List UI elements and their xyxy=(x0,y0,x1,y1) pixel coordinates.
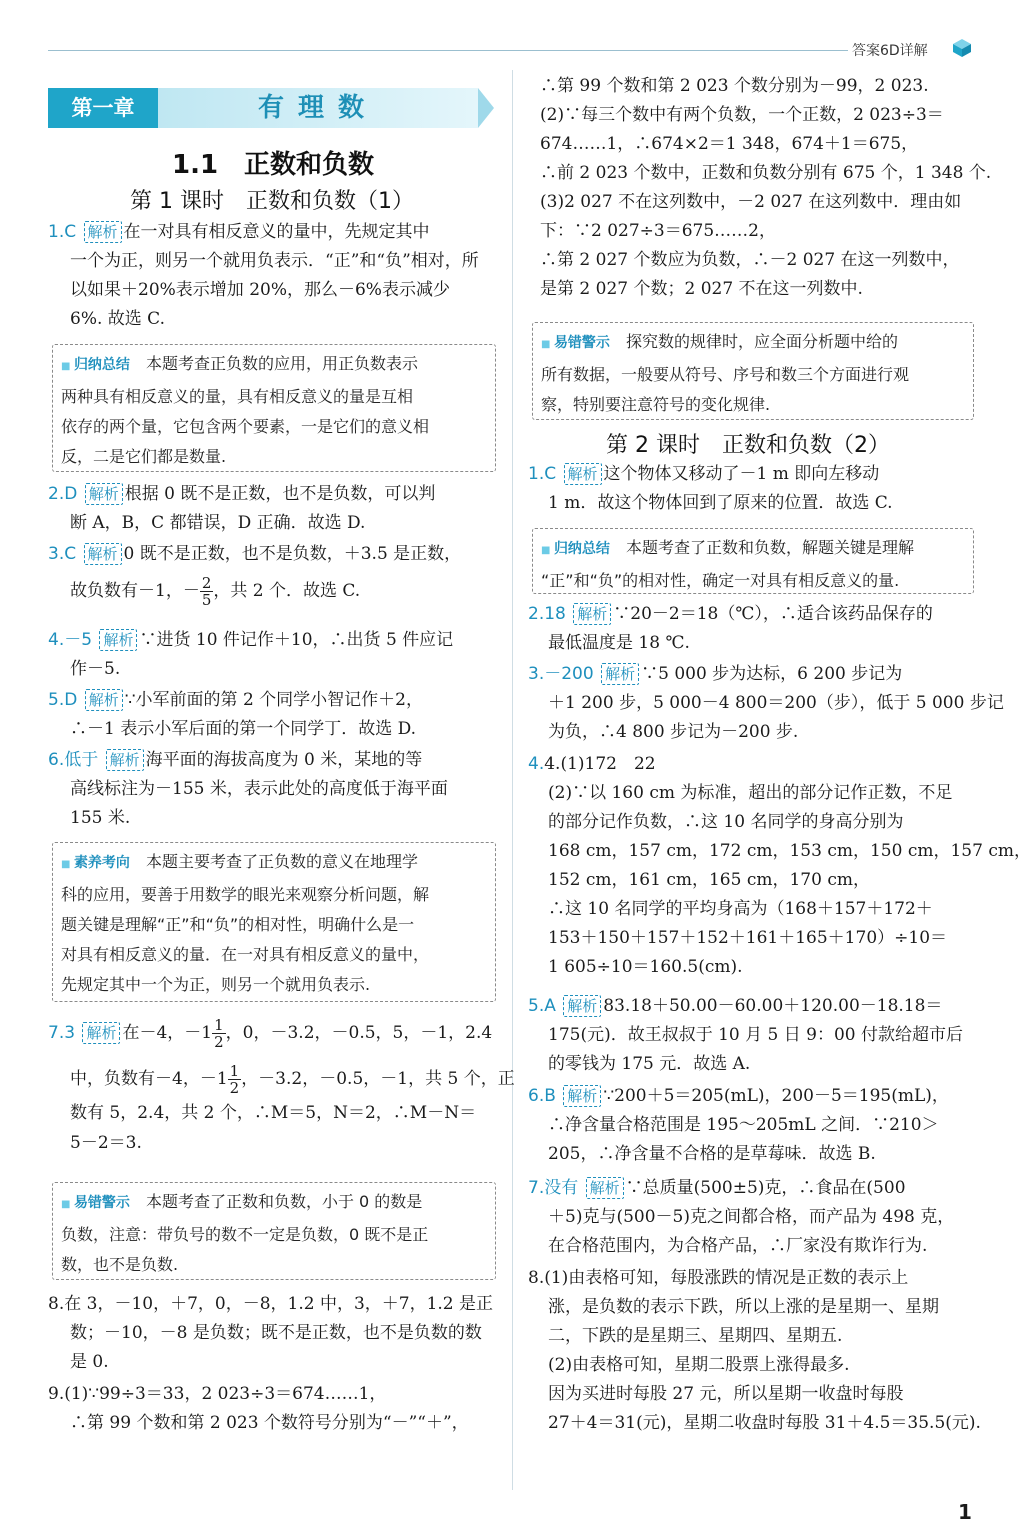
banner-arrow xyxy=(478,88,494,128)
top-rule xyxy=(48,50,848,51)
header-label: 答案6D详解 xyxy=(852,43,928,59)
answer-9-continued: ∴第 99 个数和第 2 023 个数分别为－99，2 023. (2)∵每三个数中有两个负数，一个正数，2 023÷3＝ 674……1，∴674×2＝1 348，674＋1＝675， ∴前 2 023 个数中，正数和负数分别有 675 个，1 348 个. (3)2 027 不在这列数中，－2 027 在这列数中．理由如 下：∵2 027÷3＝675……2， ∴第 2 027 个数应为负数，∴－2 027 在这一列数中， 是第 2 027 个数；2 027 不在这一列数中. xyxy=(540,76,992,299)
cube-icon xyxy=(952,38,972,58)
answer-9: 9.(1)∵99÷3＝33，2 023÷3＝674……1， ∴第 99 个数和第 2 023 个数符号分别为“－”“＋”， xyxy=(48,1384,469,1433)
lesson2-answer-5: 5.A 解析 83.18＋50.00－60.00＋120.00－18.18＝ 175(元)．故王叔叔于 10 月 5 日 9：00 付款给超市后 的零钱为 175 元．故选 A. xyxy=(528,996,964,1074)
lesson2-answer-8: 8.(1)由表格可知，每股涨跌的情况是正数的表示上 涨，是负数的表示下跌，所以上涨的是星期一、星期 二，下跌的是星期三、星期四、星期五. (2)由表格可知，星期二股票上涨得最多. 因为买进时每股 27 元，所以星期一收盘时每股 27＋4＝31(元)，星期二收盘时每股 31＋4.5＝35.5(元). xyxy=(528,1268,981,1433)
fraction: $\frac{2}{5}$ xyxy=(201,574,212,609)
lesson2-answer-3: 3.－200 解析 ∵5 000 步为达标，6 200 步记为 ＋1 200 步，5 000－4 800＝200（步），低于 5 000 步记 为负，∴4 800 步记为－200 步. xyxy=(528,664,1004,742)
lesson2-answer-2: 2.18 解析 ∵20－2＝18（℃），∴适合该药品保存的 最低温度是 18 ℃. xyxy=(528,604,933,653)
note-literacy: ■ 素养考向 本题主要考查了正负数的意义在地理学 科的应用，要善于用数学的眼光来观察分析问题，解 题关键是理解“正”和“负”的相对性，明确什么是一 对具有相反意义的量．在一对具有相反意义的量中， 先规定其中一个为正，则另一个就用负表示. xyxy=(52,842,496,1002)
answer-8: 8.在 3，－10，＋7，0，－8，1.2 中，3，＋7，1.2 是正 数；－10，－8 是负数；既不是正数，也不是负数的数 是 0. xyxy=(48,1294,494,1372)
column-divider xyxy=(512,70,513,1490)
note-summary-1: ■ 归纳总结 本题考查正负数的应用，用正负数表示 两种具有相反意义的量，具有相反意义的量是互相 依存的两个量，它包含两个要素，一是它们的意义相 反，二是它们都是数量. xyxy=(52,344,496,472)
chapter-title: 有理数 xyxy=(158,88,478,128)
section-title: 1.1 正数和负数 xyxy=(172,150,375,180)
lesson2-answer-7: 7.没有 解析 ∵总质量(500±5)克，∴食品在(500 ＋5)克与(500－5)克之间都合格，而产品为 498 克， 在合格范围内，为合格产品，∴厂家没有欺诈行为. xyxy=(528,1178,955,1256)
answer-6: 6.低于 解析 海平面的海拔高度为 0 米，某地的等 高线标注为－155 米，表示此处的高度低于海平面 155 米. xyxy=(48,750,448,828)
chapter-label: 第一章 xyxy=(48,88,158,128)
answer-7: 7.3 解析 在－4，－1 $\frac{1}{2}$ ，0，－3.2，－0.5，5，－1，2.4 中，负数有－4，－1 $\frac{1}{2}$ ，－3.2，－0.5，－1，共 5 个，正 数有 5，2.4，共 2 个，∴M＝5，N＝2，∴M－N＝ 5－2＝3. xyxy=(48,1016,515,1153)
page-number: 1 xyxy=(958,1500,972,1524)
chapter-banner xyxy=(48,88,492,128)
note-summary-2: ■ 归纳总结 本题考查了正数和负数，解题关键是理解 “正”和“负”的相对性，确定一对具有相反意义的量. xyxy=(532,528,974,594)
answer-3: 3.C 解析 0 既不是正数，也不是负数，＋3.5 是正数， 故负数有－1，－ $\frac{2}{5}$ ，共 2 个．故选 C. xyxy=(48,544,462,609)
lesson-title-2: 第 2 课时 正数和负数（2） xyxy=(606,433,890,458)
answer-2: 2.D 解析 根据 0 既不是正数，也不是负数，可以判 断 A，B，C 都错误，D 正确．故选 D. xyxy=(48,484,436,533)
answer-1: 1.C 解析 在一对具有相反意义的量中，先规定其中 一个为正，则另一个就用负表示．“正”和“负”相对，所 以如果＋20%表示增加 20%，那么－6%表示减少 6%. 故选 C. xyxy=(48,222,479,329)
answer-4: 4.－5 解析 ∵进货 10 件记作＋10，∴出货 5 件应记 作－5. xyxy=(48,630,454,679)
lesson-title-1: 第 1 课时 正数和负数（1） xyxy=(130,189,414,214)
answer-5: 5.D 解析 ∵小军前面的第 2 个同学小智记作＋2， ∴－1 表示小军后面的第一个同学丁．故选 D. xyxy=(48,690,423,739)
lesson2-answer-1: 1.C 解析 这个物体又移动了－1 m 即向左移动 1 m．故这个物体回到了原来的位置．故选 C. xyxy=(528,464,893,513)
lesson2-answer-4: 4.4.(1)172 22 (2)∵以 160 cm 为标准，超出的部分记作正数，不足 的部分记作负数，∴这 10 名同学的身高分别为 168 cm，157 cm，172 cm，153 cm，150 cm，157 cm， 152 cm，161 cm，165 cm，170 cm， ∴这 10 名同学的平均身高为（168＋157＋172＋ 153＋150＋157＋152＋161＋165＋170）÷10＝ 1 605÷10＝160.5(cm). xyxy=(528,754,1031,977)
note-warning-1: ■ 易错警示 本题考查了正数和负数，小于 0 的数是 负数，注意：带负号的数不一定是负数，0 既不是正 数，也不是负数. xyxy=(52,1182,496,1280)
note-warning-2: ■ 易错警示 探究数的规律时，应全面分析题中给的 所有数据，一般要从符号、序号和数三个方面进行观 察，特别要注意符号的变化规律. xyxy=(532,322,974,420)
lesson2-answer-6: 6.B 解析 ∵200＋5＝205(mL)，200－5＝195(mL)， ∴净含量合格范围是 195～205mL 之间．∵210＞ 205，∴净含量不合格的是草莓味．故选 B. xyxy=(528,1086,949,1164)
